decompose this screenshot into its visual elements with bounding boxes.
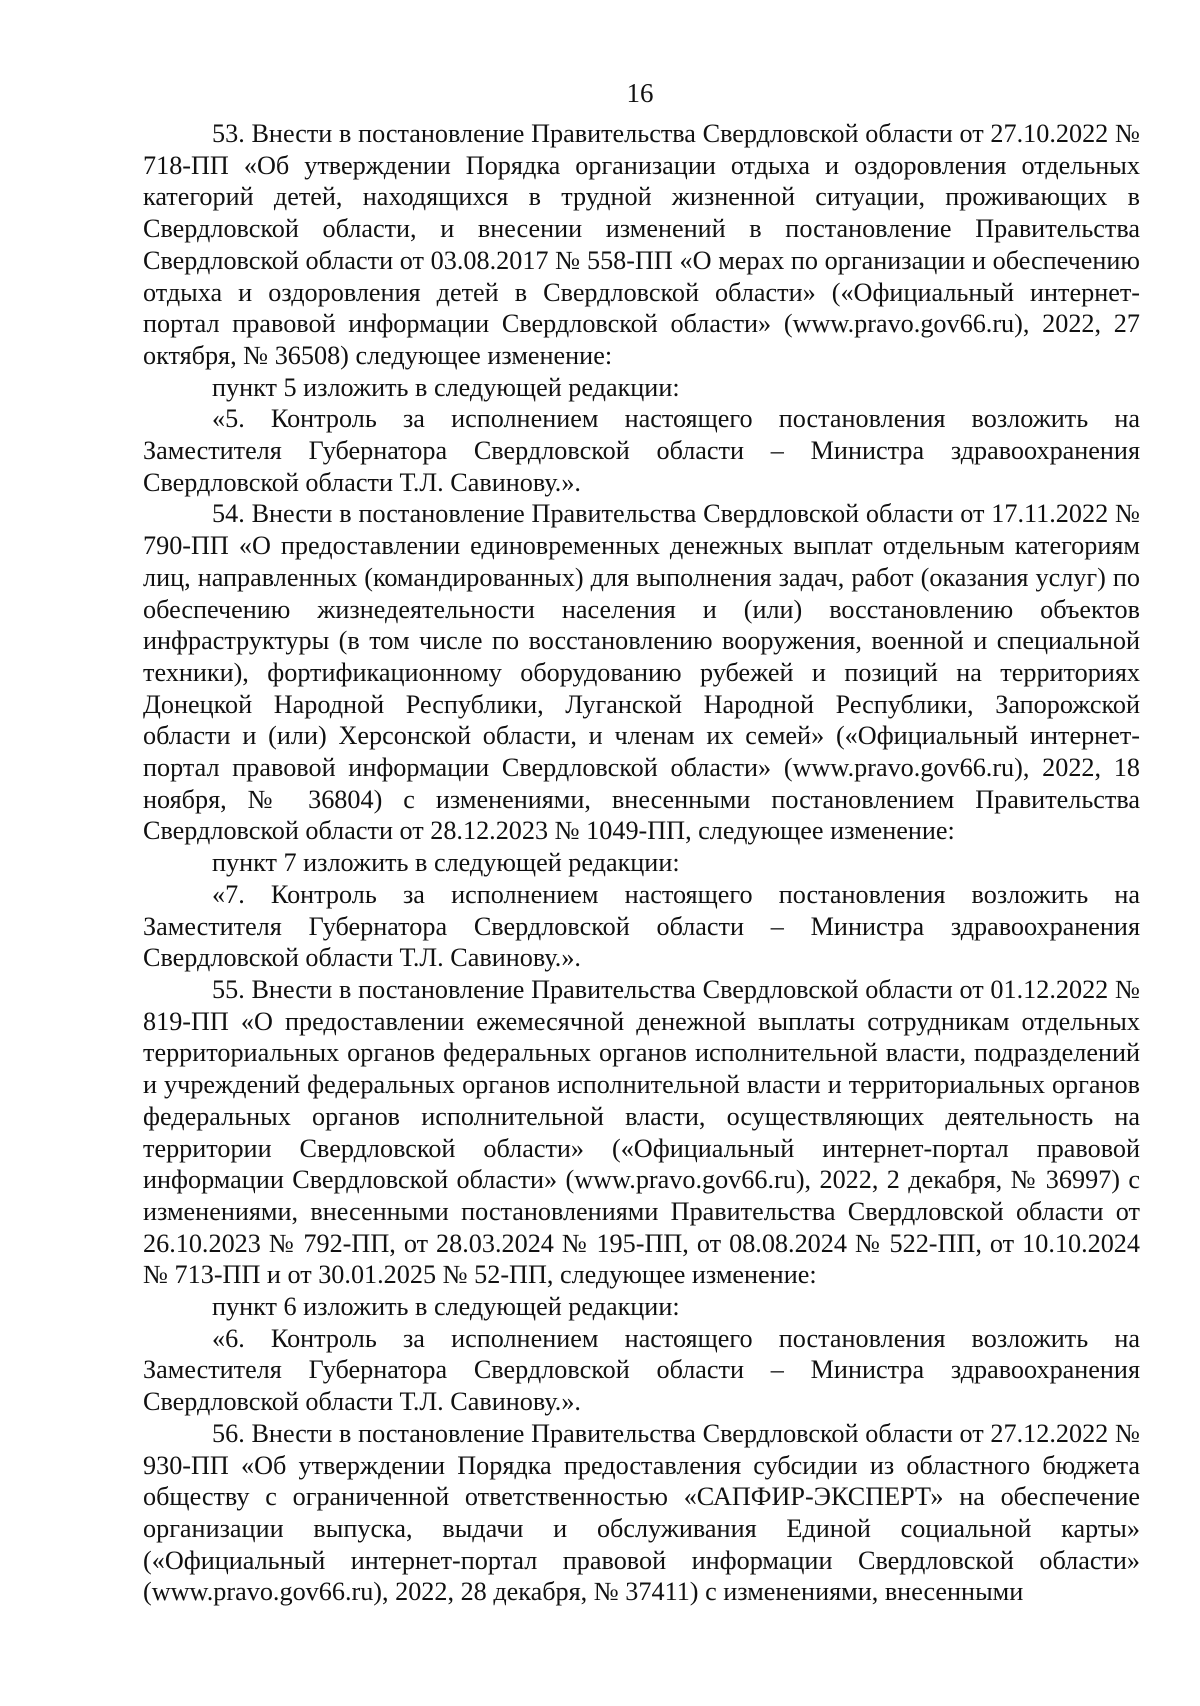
paragraph-56: 56. Внести в постановление Правительства Свердловской области от 27.12.2022 № 930-ПП «Об утверждении Порядка предоставления субсидии из областного бюджета обществу с ограниченной ответственностью «САПФИР-ЭКСПЕРТ» на обеспечение организации выпуска, выдачи и обслуживания Единой социальной карты» («Официальный интернет-портал правовой информации Свердловской области» (www.pravo.gov66.ru), 2022, 28 декабря, № 37411) с изменениями, внесенными: [143, 1418, 1140, 1607]
paragraph-55: 55. Внести в постановление Правительства Свердловской области от 01.12.2022 № 819-ПП «О предоставлении ежемесячной денежной выплаты сотрудникам отдельных территориальных органов федеральных органов исполнительной власти, подразделений и учреждений федеральных органов исполнительной власти и территориальных органов федеральных органов исполнительной власти, осуществляющих деятельность на территории Свердловской области» («Официальный интернет-портал правовой информации Свердловской области» (www.pravo.gov66.ru), 2022, 2 декабря, № 36997) с изменениями, внесенными постановлениями Правительства Свердловской области от 26.10.2023 № 792-ПП, от 28.03.2024 № 195-ПП, от 08.08.2024 № 522-ПП, от 10.10.2024 № 713-ПП и от 30.01.2025 № 52-ПП, следующее изменение:: [143, 974, 1140, 1290]
paragraph-53-new-text: «5. Контроль за исполнением настоящего постановления возложить на Заместителя Губернатора Свердловской области – Министра здравоохранения Свердловской области Т.Л. Савинову.».: [143, 404, 1140, 497]
paragraph-53: 53. Внести в постановление Правительства Свердловской области от 27.10.2022 № 718-ПП «Об утверждении Порядка организации отдыха и оздоровления отдельных категорий детей, находящихся в трудной жизненной ситуации, проживающих в Свердловской области, и внесении изменений в постановление Правительства Свердловской области от 03.08.2017 № 558-ПП «О мерах по организации и обеспечению отдыха и оздоровления детей в Свердловской области» («Официальный интернет-портал правовой информации Свердловской области» (www.pravo.gov66.ru), 2022, 27 октября, № 36508) следующее изменение:: [143, 119, 1140, 370]
paragraph-54: 54. Внести в постановление Правительства Свердловской области от 17.11.2022 № 790-ПП «О предоставлении единовременных денежных выплат отдельным категориям лиц, направленных (командированных) для выполнения задач, работ (оказания услуг) по обеспечению жизнедеятельности населения и (или) восстановлению объектов инфраструктуры (в том числе по восстановлению вооружения, военной и специальной техники), фортификационному оборудованию рубежей и позиций на территориях Донецкой Народной Республики, Луганской Народной Республики, Запорожской области и (или) Херсонской области, и членам их семей» («Официальный интернет-портал правовой информации Свердловской области» (www.pravo.gov66.ru), 2022, 18 ноября, № 36804) с изменениями, внесенными постановлением Правительства Свердловской области от 28.12.2023 № 1049-ПП, следующее изменение:: [143, 499, 1140, 846]
paragraph-55-instruction: пункт 6 изложить в следующей редакции:: [212, 1292, 680, 1322]
paragraph-53-instruction: пункт 5 изложить в следующей редакции:: [212, 372, 680, 402]
paragraph-55-new-text: «6. Контроль за исполнением настоящего постановления возложить на Заместителя Губернатора Свердловской области – Министра здравоохранения Свердловской области Т.Л. Савинову.».: [143, 1323, 1140, 1417]
page-number: 16: [626, 78, 654, 108]
paragraph-54-new-text: «7. Контроль за исполнением настоящего постановления возложить на Заместителя Губернатора Свердловской области – Министра здравоохранения Свердловской области Т.Л. Савинову.».: [143, 879, 1140, 973]
document-body: [143, 118, 1140, 1608]
paragraph-54-instruction: пункт 7 изложить в следующей редакции:: [212, 848, 680, 878]
